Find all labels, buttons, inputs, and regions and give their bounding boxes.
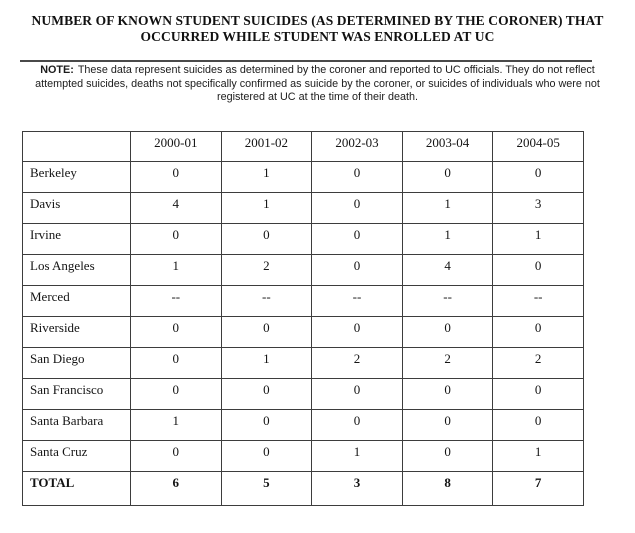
cell-value: 0 bbox=[131, 347, 222, 378]
page-title-line-1: NUMBER OF KNOWN STUDENT SUICIDES (AS DETERMINED BY THE CORONER) THAT bbox=[31, 13, 604, 28]
column-header-2003-04: 2003-04 bbox=[402, 131, 493, 161]
row-label: Merced bbox=[23, 285, 131, 316]
total-label: TOTAL bbox=[23, 471, 131, 505]
cell-value: 0 bbox=[131, 378, 222, 409]
cell-value: 0 bbox=[402, 440, 493, 471]
table-total-row bbox=[23, 471, 584, 505]
cell-value: 1 bbox=[312, 440, 403, 471]
row-label: Irvine bbox=[23, 223, 131, 254]
cell-value: 2 bbox=[312, 347, 403, 378]
cell-value: 0 bbox=[493, 378, 584, 409]
cell-value: 0 bbox=[131, 440, 222, 471]
cell-value: 3 bbox=[493, 192, 584, 223]
table-row-riverside bbox=[23, 316, 584, 347]
column-header-2002-03: 2002-03 bbox=[312, 131, 403, 161]
cell-value: 4 bbox=[402, 254, 493, 285]
page-title bbox=[0, 0, 635, 45]
column-header-2000-01: 2000-01 bbox=[131, 131, 222, 161]
cell-value: 0 bbox=[402, 316, 493, 347]
row-label: Berkeley bbox=[23, 161, 131, 192]
cell-value: 0 bbox=[312, 316, 403, 347]
note-paragraph bbox=[24, 64, 611, 105]
cell-value: 1 bbox=[131, 254, 222, 285]
table-row-santa-barbara bbox=[23, 409, 584, 440]
page-title-line-2: OCCURRED WHILE STUDENT WAS ENROLLED AT UC bbox=[140, 29, 495, 44]
cell-value: -- bbox=[402, 285, 493, 316]
table-row-santa-cruz bbox=[23, 440, 584, 471]
cell-value: -- bbox=[312, 285, 403, 316]
cell-value: 1 bbox=[221, 161, 312, 192]
total-value: 7 bbox=[493, 471, 584, 505]
total-value: 8 bbox=[402, 471, 493, 505]
cell-value: -- bbox=[221, 285, 312, 316]
total-value: 5 bbox=[221, 471, 312, 505]
cell-value: 0 bbox=[493, 409, 584, 440]
cell-value: 2 bbox=[402, 347, 493, 378]
cell-value: 1 bbox=[493, 440, 584, 471]
cell-value: 0 bbox=[221, 440, 312, 471]
cell-value: 0 bbox=[131, 223, 222, 254]
row-label: Riverside bbox=[23, 316, 131, 347]
cell-value: 0 bbox=[312, 254, 403, 285]
column-header-2004-05: 2004-05 bbox=[493, 131, 584, 161]
cell-value: 0 bbox=[221, 316, 312, 347]
table-row-irvine bbox=[23, 223, 584, 254]
table-row-davis bbox=[23, 192, 584, 223]
cell-value: 0 bbox=[493, 161, 584, 192]
cell-value: 0 bbox=[402, 161, 493, 192]
table-row-los-angeles bbox=[23, 254, 584, 285]
table-row-san-diego bbox=[23, 347, 584, 378]
cell-value: 0 bbox=[493, 254, 584, 285]
cell-value: -- bbox=[493, 285, 584, 316]
total-value: 3 bbox=[312, 471, 403, 505]
column-header-2001-02: 2001-02 bbox=[221, 131, 312, 161]
row-label: Davis bbox=[23, 192, 131, 223]
cell-value: 2 bbox=[221, 254, 312, 285]
cell-value: 0 bbox=[312, 409, 403, 440]
cell-value: 0 bbox=[402, 409, 493, 440]
note-label: NOTE: bbox=[40, 64, 74, 76]
table-header-row bbox=[23, 131, 584, 161]
total-value: 6 bbox=[131, 471, 222, 505]
note-separator-rule bbox=[20, 60, 592, 62]
cell-value: 1 bbox=[402, 223, 493, 254]
cell-value: -- bbox=[131, 285, 222, 316]
row-label: Santa Barbara bbox=[23, 409, 131, 440]
corner-cell bbox=[23, 131, 131, 161]
row-label: San Diego bbox=[23, 347, 131, 378]
table-row-san-francisco bbox=[23, 378, 584, 409]
cell-value: 0 bbox=[493, 316, 584, 347]
cell-value: 2 bbox=[493, 347, 584, 378]
cell-value: 0 bbox=[221, 409, 312, 440]
cell-value: 0 bbox=[312, 192, 403, 223]
cell-value: 0 bbox=[312, 161, 403, 192]
suicides-by-campus-table bbox=[22, 131, 584, 506]
cell-value: 1 bbox=[221, 347, 312, 378]
cell-value: 1 bbox=[402, 192, 493, 223]
cell-value: 0 bbox=[312, 378, 403, 409]
cell-value: 0 bbox=[131, 316, 222, 347]
cell-value: 1 bbox=[131, 409, 222, 440]
table-row-merced bbox=[23, 285, 584, 316]
cell-value: 0 bbox=[221, 378, 312, 409]
row-label: Santa Cruz bbox=[23, 440, 131, 471]
cell-value: 0 bbox=[131, 161, 222, 192]
row-label: Los Angeles bbox=[23, 254, 131, 285]
table-row-berkeley bbox=[23, 161, 584, 192]
note-text: These data represent suicides as determined by the coroner and reported to UC officials. They do not reflect attempted suicides, deaths not specifically confirmed as suicide by the coroner, or suicides of individuals who were not registered at UC at the time of their death. bbox=[35, 64, 600, 103]
cell-value: 0 bbox=[221, 223, 312, 254]
cell-value: 4 bbox=[131, 192, 222, 223]
cell-value: 0 bbox=[312, 223, 403, 254]
cell-value: 0 bbox=[402, 378, 493, 409]
cell-value: 1 bbox=[221, 192, 312, 223]
cell-value: 1 bbox=[493, 223, 584, 254]
row-label: San Francisco bbox=[23, 378, 131, 409]
